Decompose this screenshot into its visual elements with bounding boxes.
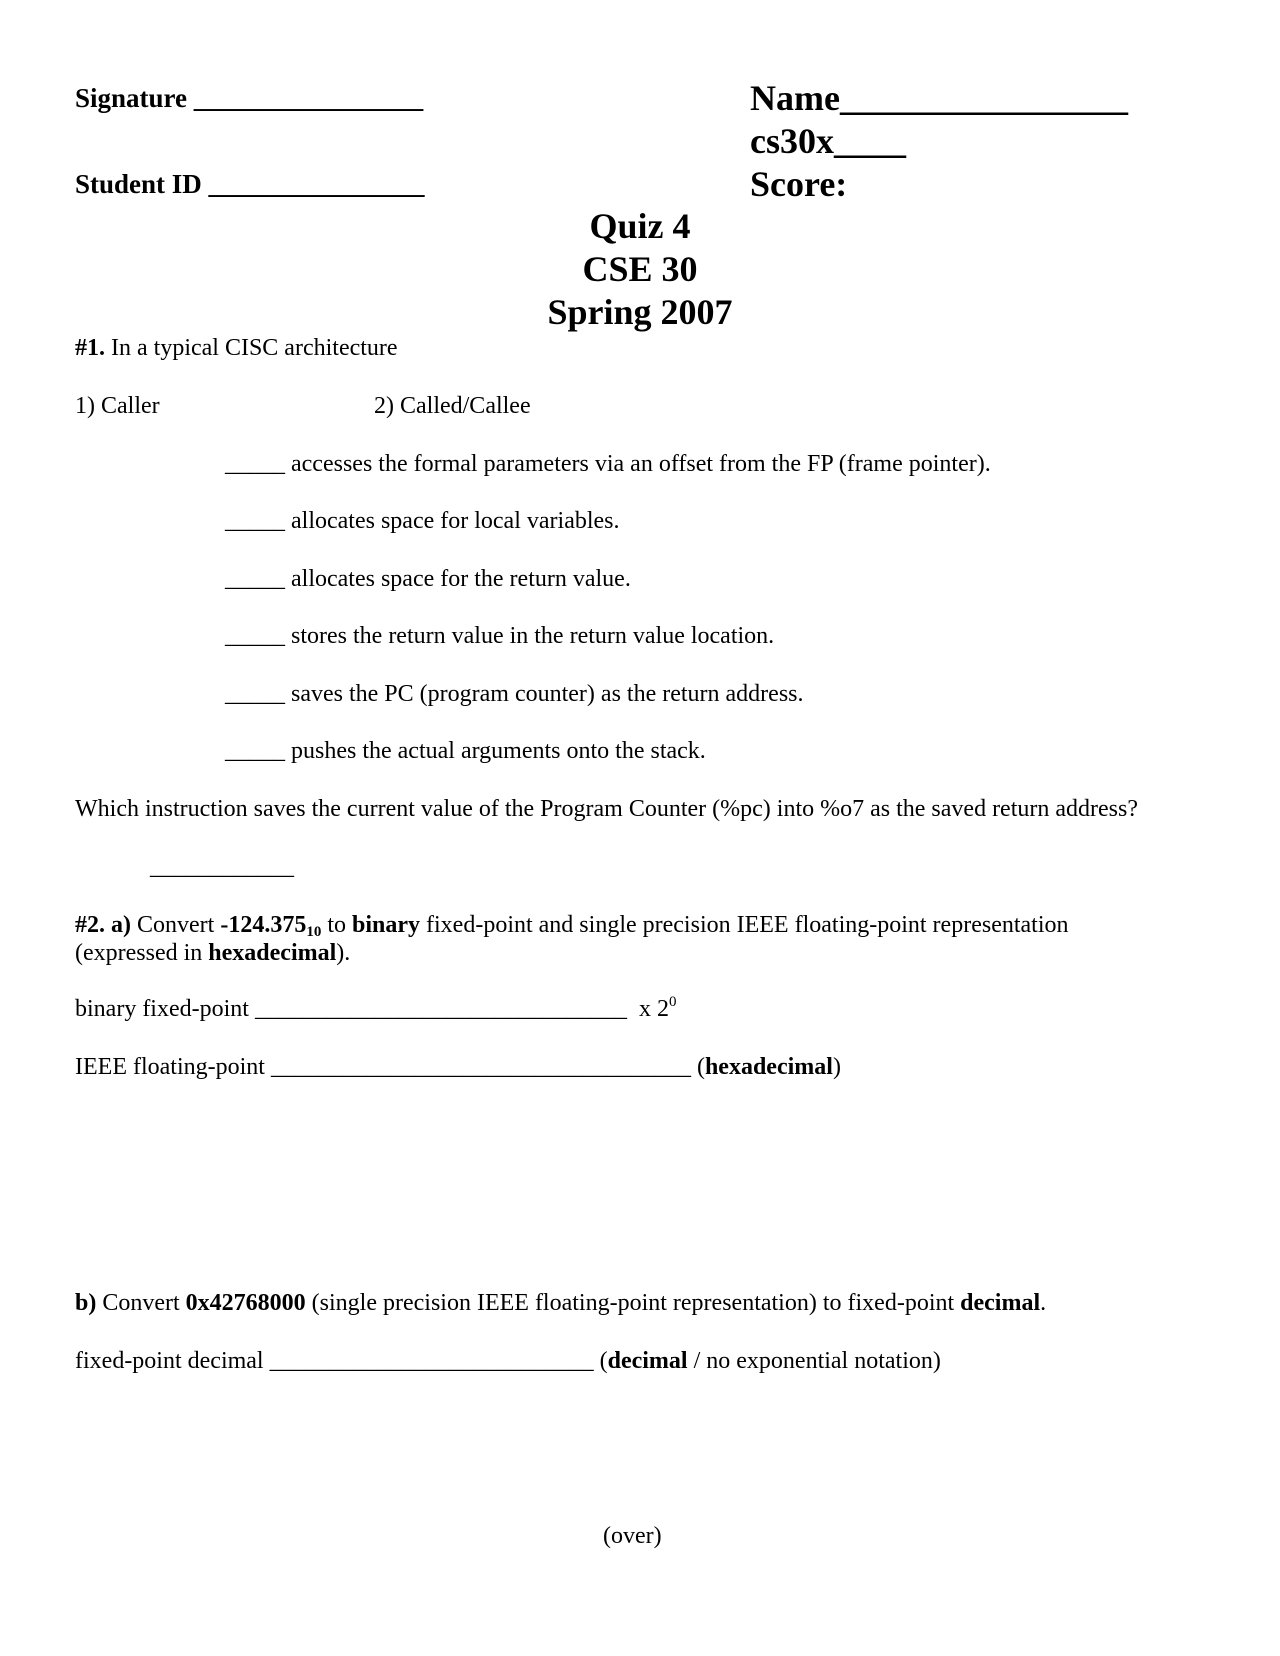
term-title: Spring 2007	[547, 292, 733, 332]
q1-item-text: stores the return value in the return value location.	[291, 623, 775, 649]
q2b-value: 0x42768000	[185, 1290, 306, 1316]
q1-item-2	[225, 508, 620, 535]
q2a-fixed-blank[interactable]: _______________________________	[254, 996, 627, 1022]
q2a-rest2-post: ).	[336, 940, 351, 966]
quiz-title: Quiz 4	[589, 206, 691, 246]
q2b-prompt	[75, 1290, 1046, 1317]
q2a-ieee-blank[interactable]: ___________________________________	[270, 1054, 691, 1080]
q2b-suffix: (decimal / no exponential notation)	[599, 1348, 941, 1374]
account-blank[interactable]: ____	[834, 121, 906, 161]
q1-prompt	[75, 335, 398, 362]
q1-option-caller: 1) Caller	[75, 393, 160, 419]
course-title: CSE 30	[582, 249, 698, 289]
q1-item-blank[interactable]: _____	[225, 508, 285, 534]
q1-item-text: accesses the formal parameters via an offset from the FP (frame pointer).	[291, 451, 991, 477]
q2a-to: to	[327, 912, 346, 938]
q2b-blank[interactable]: ___________________________	[269, 1348, 594, 1374]
q2a-part: a)	[111, 912, 131, 938]
q2b-label: fixed-point decimal	[75, 1348, 264, 1374]
q2a-binary: binary	[352, 912, 421, 938]
q1-item-blank[interactable]: _____	[225, 738, 285, 764]
q1-item-text: allocates space for local variables.	[291, 508, 620, 534]
q1-instruction-answer[interactable]: ____________	[150, 854, 294, 880]
q2b-convert: Convert	[102, 1290, 180, 1316]
q1-item-3	[225, 566, 631, 593]
q1-instruction-question: Which instruction saves the current value of the Program Counter (%pc) into %o7 as the saved return address?	[75, 796, 1138, 822]
q2a-convert: Convert	[137, 912, 215, 938]
account-label: cs30x	[750, 121, 834, 161]
q2b-middle: (single precision IEEE floating-point representation) to fixed-point	[311, 1290, 955, 1316]
q2a-prompt-line1	[75, 912, 1069, 939]
q2-number: #2.	[75, 912, 105, 938]
q1-prompt-text: In a typical CISC architecture	[111, 335, 398, 361]
q1-option-callee: 2) Called/Callee	[374, 393, 531, 419]
name-blank[interactable]: ________________	[839, 78, 1128, 118]
q1-item-text: pushes the actual arguments onto the stack.	[291, 738, 706, 764]
q1-item-6	[225, 738, 706, 765]
q2a-value: $-124.375_{10}$	[220, 912, 322, 940]
signature-line	[75, 83, 423, 114]
q1-item-blank[interactable]: _____	[225, 451, 285, 477]
q1-item-text: saves the PC (program counter) as the return address.	[291, 681, 804, 707]
student-id-line	[75, 169, 425, 200]
score-label: Score:	[750, 164, 848, 204]
q2a-base: 10	[306, 924, 322, 940]
account-line	[750, 120, 906, 162]
student-id-blank[interactable]: ________________	[208, 169, 425, 199]
q2a-ieee-label: IEEE floating-point	[75, 1054, 265, 1080]
signature-blank[interactable]: _________________	[193, 83, 424, 113]
q2b-period: .	[1040, 1290, 1047, 1316]
q2a-times: x 2	[638, 996, 669, 1022]
student-id-label: Student ID	[75, 169, 202, 199]
q1-item-1	[225, 451, 991, 478]
q2a-hexadecimal: hexadecimal	[208, 940, 337, 966]
q1-item-blank[interactable]: _____	[225, 623, 285, 649]
q1-item-4	[225, 623, 774, 650]
signature-label: Signature	[75, 83, 188, 113]
q2a-ieee-suffix: (hexadecimal)	[696, 1054, 841, 1080]
q2b-answer-line	[75, 1348, 941, 1375]
q1-item-blank[interactable]: _____	[225, 681, 285, 707]
q2a-ieee-line	[75, 1054, 841, 1081]
q2a-exponent: 0	[668, 994, 677, 1010]
q1-number: #1.	[75, 335, 105, 361]
q2b-part: b)	[75, 1290, 97, 1316]
q2a-prompt-line2	[75, 940, 350, 967]
page-turn-note: (over)	[603, 1523, 662, 1549]
q2a-rest1: fixed-point and single precision IEEE floating-point representation	[426, 912, 1069, 938]
name-line	[750, 77, 1128, 119]
q2a-fixed-label: binary fixed-point	[75, 996, 249, 1022]
q1-item-5	[225, 681, 804, 708]
q2b-decimal: decimal	[960, 1290, 1041, 1316]
name-label: Name	[750, 78, 840, 118]
q1-item-blank[interactable]: _____	[225, 566, 285, 592]
q2a-rest2-pre: (expressed in	[75, 940, 203, 966]
q1-item-text: allocates space for the return value.	[291, 566, 631, 592]
q2a-fixed-point-line	[75, 996, 676, 1023]
